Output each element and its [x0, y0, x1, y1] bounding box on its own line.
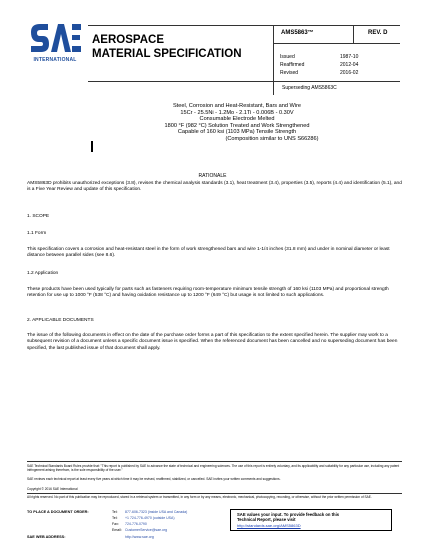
order-label: TO PLACE A DOCUMENT ORDER: [27, 510, 89, 514]
title-block-line: (Composition similar to UNS S66286) [225, 135, 319, 142]
rationale-text: AMS5863D prohibits unauthorized exceptions (3.8), revises the chemical analysis standards (3.1), heat treatment (3.4), properties (3.5), reports (4.4) and identification (5.1), and is a Five Year Review and update of this specification. [27, 181, 402, 193]
web-link[interactable]: http://www.sae.org [125, 535, 154, 539]
fax-label: Fax: [112, 522, 119, 526]
title-block-line: Steel, Corrosion and Heat-Resistant, Bars and Wire [172, 103, 302, 109]
section-application-text: These products have been used typically for parts such as fasteners requiring room-temperature minimum tensile strength of 160 ksi (1103 MPa) and proportional strength retention for use up to 1000 °F (538 °C) and having oxidation resistance up to 1200 °F (649 °C) but usage is not limited to such applications. [27, 287, 389, 299]
tel2-label: Tel: [112, 516, 118, 520]
change-bar [91, 141, 93, 152]
reaffirmed-value: 2012-04 [340, 62, 359, 68]
rev-divider [353, 25, 354, 43]
title-block-line: Consumable Electrode Melted [199, 116, 275, 123]
tel1-label: Tel: [112, 510, 118, 514]
section-form-heading: 1.1 Form [27, 231, 47, 236]
issued-label: Issued [280, 54, 295, 60]
document-number: AMS5863™ [281, 30, 314, 36]
header-mid-rule [273, 43, 400, 44]
title-line-1: AEROSPACE [92, 34, 164, 46]
section-form-text: This specification covers a corrosion and heat-resistant steel in the form of work strengthened bars and wire 1-1/4 inches (31.8 mm) and under in nominal diameter or least distance between parallel sides (see 8.6). [27, 247, 390, 259]
footer-rights: All rights reserved. No part of this publication may be reproduced, stored in a retrieval system or transmitted, in any form or by any means, electronic, mechanical, photocopying, recording, or otherwise, without the prior written permission of SAE. [27, 495, 372, 499]
tel1-value: 877-606-7323 (inside USA and Canada) [125, 510, 188, 514]
section-scope-heading: 1. SCOPE [27, 214, 50, 219]
document-type-title [92, 33, 242, 61]
section-documents-heading: 2. APPLICABLE DOCUMENTS [27, 318, 94, 323]
superseding-note: Superseding AMS5863C [282, 85, 337, 91]
fax-value: 724-776-0790 [125, 522, 147, 526]
material-title-block [92, 103, 382, 143]
revision-label: REV. D [368, 30, 388, 36]
email-link[interactable]: CustomerService@sae.org [125, 528, 168, 532]
email-label: Email: [112, 528, 122, 532]
feedback-link[interactable]: http://standards.sae.org/AMS5863D [237, 523, 301, 528]
tel2-value: +1 724-776-4970 (outside USA) [125, 516, 175, 520]
web-label: SAE WEB ADDRESS: [27, 535, 66, 539]
section-documents-text: The issue of the following documents in effect on the date of the purchase order forms a part of this specification to the extent specified herein. The supplier may work to a subsequent revision of a document unless a specific document issue is specified. When the referenced document has been cancelled and no superseding document has been specified, the last published issue of that document shall apply. [27, 333, 398, 351]
title-block-line: 15Cr - 25.5Ni - 1.2Mo - 2.1Ti - 0.006B - 0.30V [180, 109, 294, 116]
header-bottom-rule [88, 81, 400, 82]
issued-value: 1987-10 [340, 54, 359, 60]
section-application-heading: 1.2 Application [27, 271, 59, 276]
footer-disclaimer: SAE Technical Standards Board Rules provide that: "This report is published by SAE to advance the state of technical and engineering sciences. The use of this report is entirely voluntary, and its applicability and suitability for any particular use, including any patent infringement arising therefrom, is the sole responsibility of the user." [27, 464, 400, 472]
logo-subtitle: INTERNATIONAL [33, 57, 77, 63]
revised-value: 2016-02 [340, 70, 359, 76]
rationale-heading: RATIONALE [198, 173, 227, 179]
revised-label: Revised [280, 70, 299, 76]
footer-rule [27, 461, 402, 462]
feedback-box [230, 509, 392, 531]
title-block-line: 1800 °F (982 °C) Solution Treated and Work Strengthened [164, 122, 310, 129]
title-block-line: Capable of 160 ksi (1103 MPa) Tensile Strength [177, 129, 297, 136]
feedback-line-1: SAE values your input. To provide feedback on this [237, 512, 340, 517]
reaffirmed-label: Reaffirmed [280, 62, 305, 68]
header-divider [273, 25, 274, 95]
title-line-2: MATERIAL SPECIFICATION [92, 48, 242, 60]
footer-review-note: SAE reviews each technical report at least every five years at which time it may be revised, reaffirmed, stabilized, or cancelled. SAE invites your written comments and suggestions. [27, 477, 281, 481]
footer-copyright: Copyright © 2016 SAE International [27, 487, 78, 491]
feedback-line-2: Technical Report, please visit [237, 517, 296, 522]
footer-rule-2 [27, 493, 402, 494]
feedback-text [237, 512, 339, 522]
